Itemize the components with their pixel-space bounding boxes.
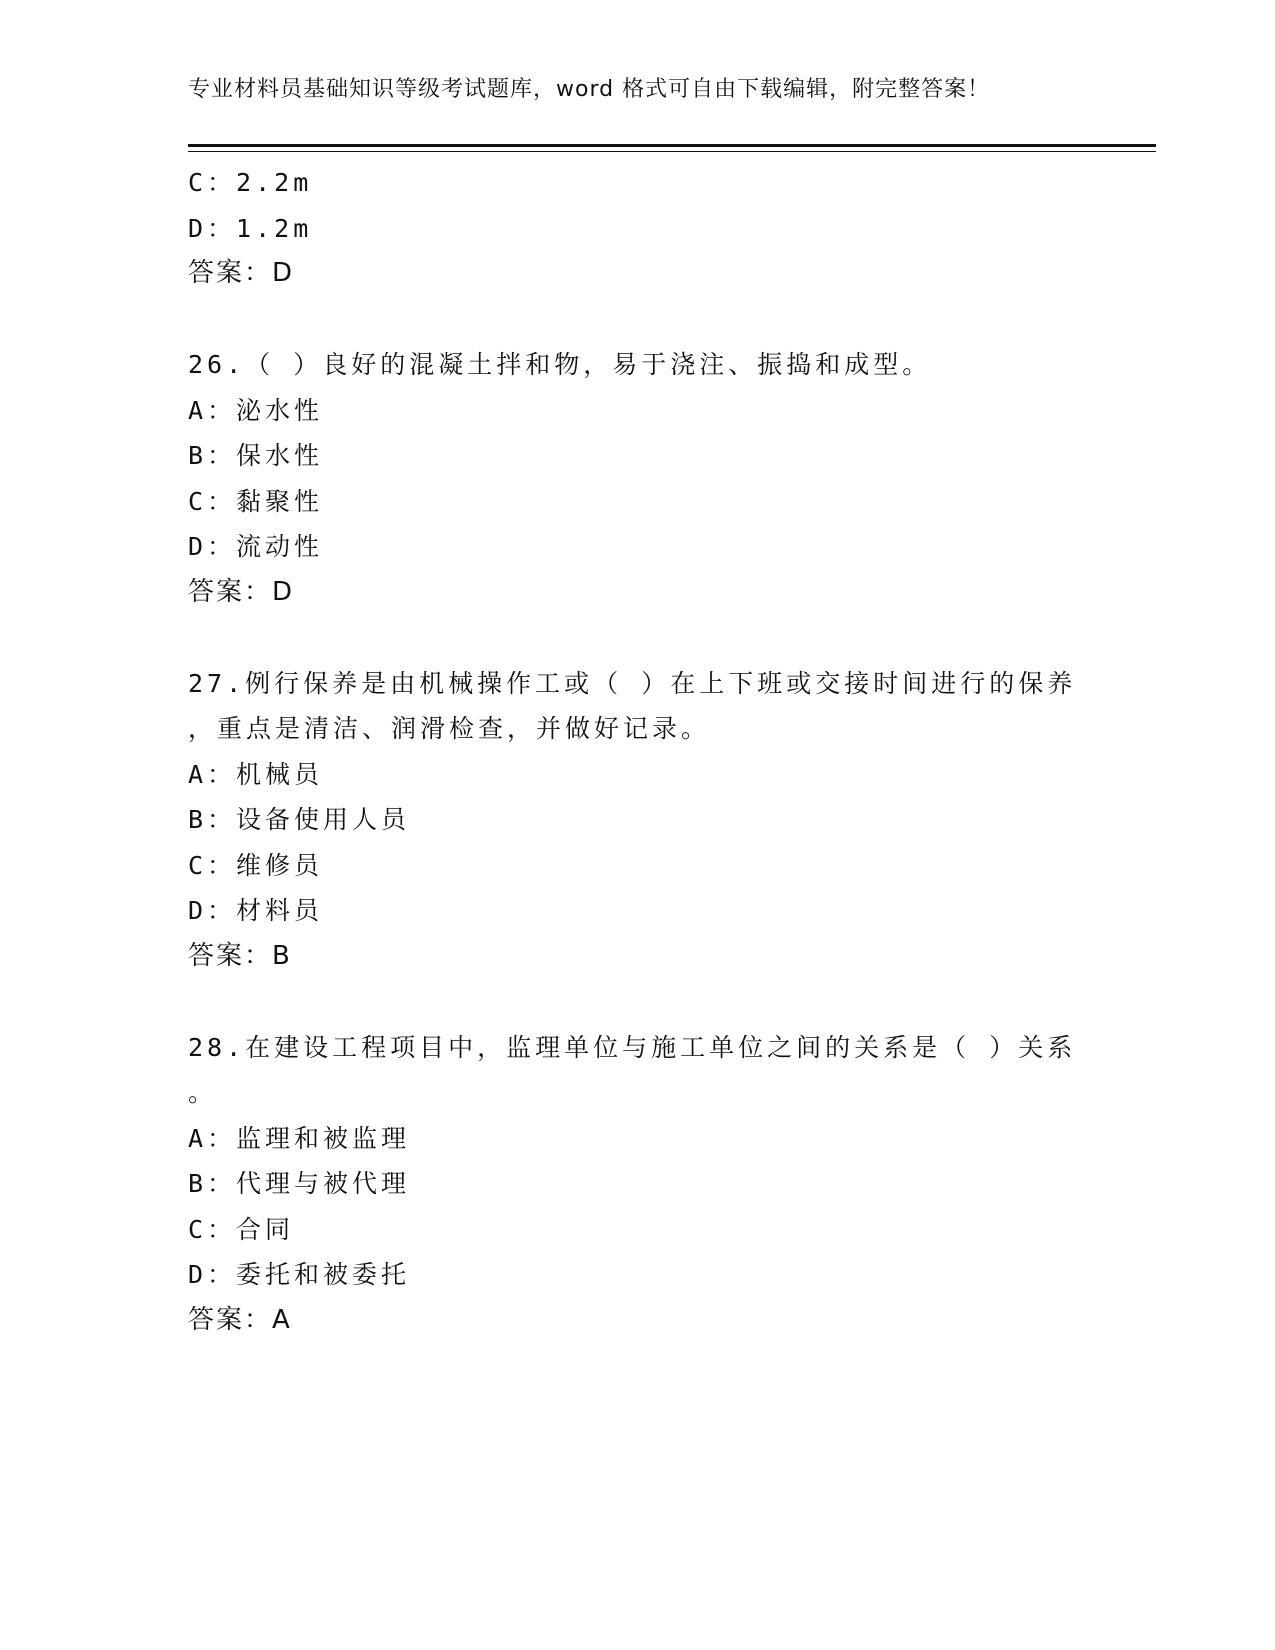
header-rule-thick [188, 144, 1156, 147]
document-body [188, 160, 1088, 1343]
answer-line: 答案：B [188, 940, 292, 971]
option-a: A：泌水性 [188, 395, 324, 425]
question-stem-continued: ，重点是清洁、润滑检查，并做好记录。 [188, 714, 711, 743]
option-c: C：维修员 [188, 850, 324, 880]
option-b: B：保水性 [188, 441, 324, 470]
option-a: A：监理和被监理 [188, 1123, 411, 1153]
option-c: C：合同 [188, 1214, 295, 1244]
question-27 [188, 661, 1088, 980]
question-stem: 26.（ ）良好的混凝土拌和物，易于浇注、振捣和成型。 [188, 350, 932, 379]
spacer [188, 979, 1088, 1025]
question-26 [188, 342, 1088, 615]
page-header: 专业材料员基础知识等级考试题库，word 格式可自由下载编辑，附完整答案！ [188, 77, 991, 102]
question-stem: 27.例行保养是由机械操作工或（ ）在上下班或交接时间进行的保养 [188, 668, 1077, 698]
option-d: D：材料员 [188, 896, 324, 925]
option-d: D：1.2m [188, 213, 313, 243]
option-d: D：委托和被委托 [188, 1260, 411, 1289]
option-c: C：2.2m [188, 168, 313, 197]
question-stem-continued: 。 [188, 1078, 218, 1107]
option-a: A：机械员 [188, 759, 324, 789]
spacer [188, 297, 1088, 343]
option-c: C：黏聚性 [188, 486, 324, 516]
header-rule-thin [188, 151, 1156, 152]
answer-line: 答案：D [188, 576, 295, 607]
option-d: D：流动性 [188, 532, 324, 561]
question-25-tail [188, 160, 1088, 297]
question-28 [188, 1025, 1088, 1344]
spacer [188, 615, 1088, 661]
answer-line: 答案：D [188, 258, 295, 288]
option-b: B：代理与被代理 [188, 1169, 411, 1198]
question-stem: 28.在建设工程项目中，监理单位与施工单位之间的关系是（ ）关系 [188, 1032, 1077, 1062]
option-b: B：设备使用人员 [188, 805, 411, 834]
answer-line: 答案：A [188, 1304, 292, 1335]
